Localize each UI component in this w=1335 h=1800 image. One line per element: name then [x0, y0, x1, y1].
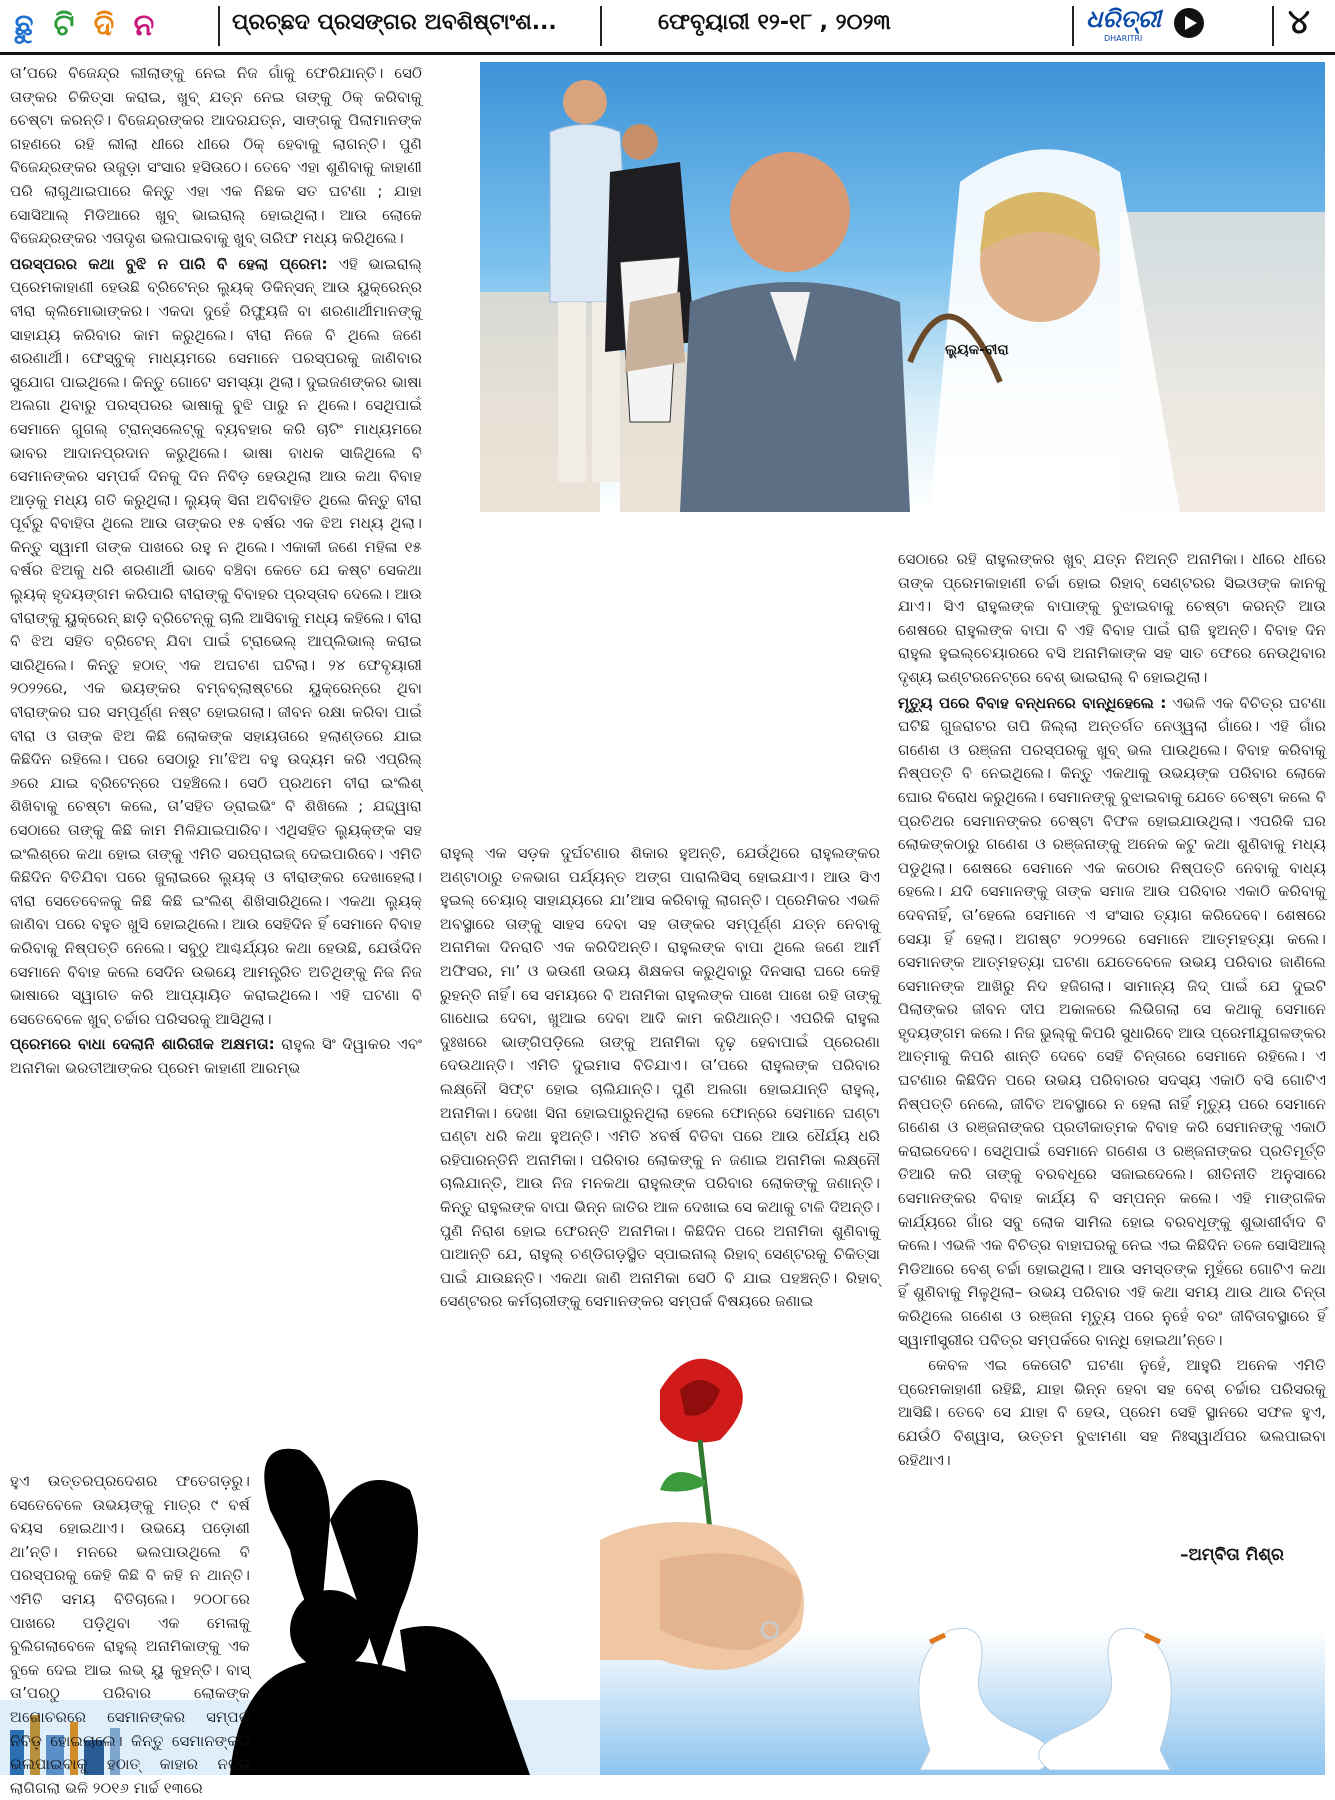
article-column-1-continued [10, 1470, 250, 1800]
page-header [0, 0, 1335, 55]
issue-date: ଫେବୃୟାରୀ ୧୨-୧୮ , ୨୦୨୩ [658, 10, 891, 35]
paragraph [898, 692, 1326, 1353]
header-divider [600, 6, 602, 46]
photo-caption: ଲ୍ୟୁକ-ବୀରା [945, 342, 1009, 358]
paragraph [10, 1470, 250, 1800]
play-icon [1174, 8, 1204, 38]
subheading: ପରସ୍ପରର କଥା ବୁଝି ନ ପାରି ବି ହେଲା ପ୍ରେମ: [10, 254, 328, 273]
header-divider [1272, 6, 1274, 46]
paragraph-text: ରାହୁଲ୍ ଏକ ସଡ଼କ ଦୁର୍ଘଟଣାର ଶିକାର ହୁଅନ୍ତି, ଯେଉଁଥିରେ ରାହୁଲଙ୍କର ଅଣ୍ଟାଠାରୁ ତଳଭାଗ ପର୍ଯ୍ୟନ୍ତ ଅଙ୍ଗ ପାରାଲିସିସ୍ ହୋଇଯାଏ। ଆଉ ସିଏ ହୁଇଲ୍ ଚେୟାର୍ ସାହାଯ୍ୟରେ ଯା’ଆସ କରିବାକୁ ଲାଗନ୍ତି। ପ୍ରେମିକର ଏଭଳି ଅବସ୍ଥାରେ ତାଙ୍କୁ ସାହସ ଦେବା ସହ ତାଙ୍କର ସମ୍ପୂର୍ଣ୍ଣ ଯତ୍ନ ନେବାକୁ ଅନାମିକା ଦିନରାତି ଏକ କରିଦିଅନ୍ତି। ରାହୁଲଙ୍କ ବାପା ଥିଲେ ଜଣେ ଆର୍ମି ଅଫିସର, ମା’ ଓ ଭଉଣୀ ଉଭୟ ଶିକ୍ଷକତା କରୁଥିବାରୁ ଦିନସାରା ଘରେ କେହି ରୁହନ୍ତି ନାହିଁ। ସେ ସମୟରେ ବି ଅନାମିକା ରାହୁଲଙ୍କ ପାଖେ ପାଖେ ରହି ତାଙ୍କୁ ଗାଧୋଇ ଦେବା, ଖୁଆଇ ଦେବା ଆଦି କାମ କରିଥାନ୍ତି। ଏପରିକି ରାହୁଲ ଦୁଃଖରେ ଭାଙ୍ଗିପଡ଼ିଲେ ତାଙ୍କୁ ଅନାମିକା ଦୃଢ଼ ହେବାପାଇଁ ପ୍ରେରଣା ଦେଉଥାନ୍ତି। ଏମିତି ଦୁଇମାସ ବିତିଯାଏ। ତା’ପରେ ରାହୁଲଙ୍କ ପରିବାର ଲକ୍ଷ୍ନୌ ସିଫ୍ଟ ହୋଇ ଚାଲିଯାନ୍ତି। ପୁଣି ଅଲଗା ହୋଇଯାନ୍ତି ରାହୁଲ୍, ଅନାମିକା। ଦେଖା ସିନା ହୋଇପାରୁନଥିଲା ହେଲେ ଫୋନ୍‌ରେ ସେମାନେ ଘଣ୍ଟା ଘଣ୍ଟା ଧରି କଥା ହୁଅନ୍ତି। ଏମିତି ୪ବର୍ଷ ବିତିବା ପରେ ଆଉ ଧୈର୍ଯ୍ୟ ଧରି ରହିପାରନ୍ତିନି ଅନାମିକା। ପରିବାର ଲୋକଙ୍କୁ ନ ଜଣାଇ ଅନାମିକା ଲକ୍ଷ୍ନୌ ଚାଲିଯାନ୍ତି, ଆଉ ନିଜ ମନକଥା ରାହୁଲଙ୍କ ପରିବାର ଲୋକଙ୍କୁ ଜଣାନ୍ତି। କିନ୍ତୁ ରାହୁଲଙ୍କ ବାପା ଭିନ୍ନ ଜାତିର ଆଳ ଦେଖାଇ ସେ କଥାକୁ ଟାଳି ଦିଅନ୍ତି। ପୁଣି ନିରାଶ ହୋଇ ଫେରନ୍ତି ଅନାମିକା। କିଛିଦିନ ପରେ ଅନାମିକା ଶୁଣିବାକୁ ପାଆନ୍ତି ଯେ, ରାହୁଲ୍ ଚଣ୍ଡିଗଡ଼ସ୍ଥିତ ସ୍ପାଇନାଲ୍ ରିହାବ୍ ସେଣ୍ଟରକୁ ଚିକିତ୍ସା ପାଇଁ ଯାଉଛନ୍ତି। ଏକଥା ଜାଣି ଅନାମିକା ସେଠି ବି ଯାଇ ପହଞ୍ଚନ୍ତି। ରିହାବ୍ ସେଣ୍ଟରର କର୍ମଚାରୀଙ୍କୁ ସେମାନଙ୍କର ସମ୍ପର୍କ ବିଷୟରେ ଜଣାଇ [440, 844, 880, 1311]
couple-photo [480, 62, 1325, 512]
paragraph-text: ହୁଏ ଉତ୍ତରପ୍ରଦେଶର ଫତେଗଡ଼ରୁ। ସେତେବେଳେ ଉଭୟଙ୍କୁ ମାତ୍ର ୯ ବର୍ଷ ବୟସ ହୋଇଥାଏ। ଉଭୟେ ପଡ଼ୋଶୀ ଥା’ନ୍ତି। ମନରେ ଭଲପାଉଥିଲେ ବି ପରସ୍ପରକୁ କେହି କିଛି ବି କହି ନ ଥାନ୍ତି। ଏମିତି ସମୟ ବିତିଚାଲେ। ୨୦୦୮ରେ ପାଖରେ ପଡ଼ିଥିବା ଏକ ମେଳାକୁ ବୁଲିଗଲାବେଳେ ରାହୁଲ୍ ଅନାମିକାଙ୍କୁ ଏକ ବୁକେ ଦେଇ ଆଇ ଲଭ୍ ୟୁ କୁହନ୍ତି। ବାସ୍ ତା’ପରଠୁ ପରିବାର ଲୋକଙ୍କ ଅଗୋଚରରେ ସେମାନଙ୍କର ସମ୍ପର୍କ ନିବିଡ଼ ହୋଇଚାଲେ। କିନ୍ତୁ ସେମାନଙ୍କର ଭଲପାଇବାକୁ ହଠାତ୍ କାହାର ନଜର ଲାଗିଗଲା ଭଳି ୨୦୧୬ ମାର୍ଚ୍ଚ ୧୩ରେ [10, 1472, 250, 1797]
masthead-letter: ନ [133, 8, 155, 43]
paragraph-text: ରାହୁଲ ସିଂ ଦିୱାକର ଏବଂ ଅନାମିକା ଭରତୀଆଙ୍କର ପ୍ରେମ କାହାଣୀ ଆରମ୍ଭ [10, 1035, 422, 1077]
paragraph [440, 842, 880, 1314]
paragraph-text: ସେଠାରେ ରହି ରାହୁଲଙ୍କର ଖୁବ୍ ଯତ୍ନ ନିଅନ୍ତି ଅନାମିକା। ଧୀରେ ଧୀରେ ତାଙ୍କ ପ୍ରେମକାହାଣୀ ଚର୍ଚ୍ଚା ହୋଇ ରିହାବ୍ ସେଣ୍ଟରର ସିଇଓଙ୍କ କାନକୁ ଯାଏ। ସିଏ ରାହୁଲଙ୍କ ବାପାଙ୍କୁ ବୁଝାଇବାକୁ ଚେଷ୍ଟା କରନ୍ତି ଆଉ ଶେଷରେ ରାହୁଲଙ୍କ ବାପା ବି ଏହି ବିବାହ ପାଇଁ ରାଜି ହୁଅନ୍ତି। ବିବାହ ଦିନ ରାହୁଲ ହୁଇଲ୍‌ଚେୟାରରେ ବସି ଅନାମିକାଙ୍କ ସହ ସାତ ଫେରେ ନେଉଥିବାର ଦୃଶ୍ୟ ଇଣ୍ଟରନେଟ୍‌ରେ ବେଶ୍ ଭାଇରାଲ୍ ବି ହୋଇଥିଲା। [898, 550, 1326, 686]
header-divider [218, 6, 220, 46]
paragraph [10, 1033, 422, 1080]
author-byline: –ଅମ୍ବିତା ମିଶ୍ର [1180, 1545, 1284, 1565]
logo-text: ଧରିତ୍ରୀ [1086, 4, 1161, 33]
subheading: ମୃତ୍ୟୁ ପରେ ବିବାହ ବନ୍ଧନରେ ବାନ୍ଧିହେଲେ : [898, 693, 1167, 712]
header-divider [1072, 6, 1074, 46]
article-column-2 [440, 842, 880, 1316]
couple-illustration [480, 62, 1325, 512]
masthead [6, 4, 162, 48]
paragraph [898, 548, 1326, 690]
logo-subtext: DHARITRI [1104, 34, 1143, 43]
paragraph-text: ଏଭଳି ଏକ ବିଚିତ୍ର ଘଟଣା ଘଟିଛି ଗୁଜରାଟର ତାପି ଜିଲ୍ଲା ଅନ୍ତର୍ଗତ ନେଓ୍ୱଲା ଗାଁରେ। ଏହି ଗାଁର ଗଣେଶ ଓ ରଞ୍ଜନା ପରସ୍ପରକୁ ଖୁବ୍ ଭଲ ପାଉଥିଲେ। ବିବାହ କରିବାକୁ ନିଷ୍ପତ୍ତି ବି ନେଇଥିଲେ। କିନ୍ତୁ ଏକଥାକୁ ଉଭୟଙ୍କ ପରିବାର ଲୋକେ ଘୋର ବିରୋଧ କରୁଥିଲେ। ସେମାନଙ୍କୁ ବୁଝାଇବାକୁ ଯେତେ ଚେଷ୍ଟା କଲେ ବି ପ୍ରତିଥର ସେମାନଙ୍କର ଚେଷ୍ଟା ବିଫଳ ହୋଇଯାଉଥିଲା। ଏପରିକି ଘର ଲୋକଙ୍କଠାରୁ ଗଣେଶ ଓ ରଞ୍ଜନାଙ୍କୁ ଅନେକ କଟୁ କଥା ଶୁଣିବାକୁ ମଧ୍ୟ ପଡୁଥିଲା। ଶେଷରେ ସେମାନେ ଏକ କଠୋର ନିଷ୍ପତ୍ତି ନେବାକୁ ବାଧ୍ୟ ହେଲେ। ଯଦି ସେମାନଙ୍କୁ ତାଙ୍କ ସମାଜ ଆଉ ପରିବାର ଏକାଠି କରିବାକୁ ଦେବନାହିଁ, ତା’ହେଲେ ସେମାନେ ଏ ସଂସାର ତ୍ୟାଗ କରିଦେବେ। ଶେଷରେ ସେୟା ହିଁ ହେଲା। ଅଗଷ୍ଟ ୨୦୨୨ରେ ସେମାନେ ଆତ୍ମହତ୍ୟା କଲେ। ସେମାନଙ୍କ ଆତ୍ମହତ୍ୟା ଘଟଣା ଯେତେବେଳେ ଉଭୟ ପରିବାର ଜାଣିଲେ ସେମାନଙ୍କ ଆଖିରୁ ନିଦ ହଜିଗଲା। ସାମାନ୍ୟ ଜିଦ୍ ପାଇଁ ଯେ ଦୁଇଟି ପିଲାଙ୍କର ଜୀବନ ଦୀପ ଅକାଳରେ ଲିଭିଗଲା ସେ କଥାକୁ ସେମାନେ ହୃଦୟଙ୍ଗମ କଲେ। ନିଜ ଭୁଲ୍‌କୁ କିପରି ସୁଧାରିବେ ଆଉ ପ୍ରେମୀଯୁଗଳଙ୍କର ଆତ୍ମାକୁ କିପରି ଶାନ୍ତି ଦେବେ ସେହି ଚିନ୍ତାରେ ସେମାନେ ରହିଲେ। ଏ ଘଟଣାର କିଛିଦିନ ପରେ ଉଭୟ ପରିବାରର ସଦସ୍ୟ ଏକାଠି ବସି ଗୋଟିଏ ନିଷ୍ପତ୍ତି ନେଲେ, ଜୀବିତ ଅବସ୍ଥାରେ ନ ହେଲା ନାହିଁ ମୃତ୍ୟୁ ପରେ ସେମାନେ ଗଣେଶ ଓ ରଞ୍ଜନାଙ୍କର ପ୍ରତୀକାତ୍ମକ ବିବାହ କରି ସେମାନଙ୍କୁ ଏକାଠି କରାଇଦେବେ। ସେଥିପାଇଁ ସେମାନେ ଗଣେଶ ଓ ରଞ୍ଜନାଙ୍କର ପ୍ରତିମୂର୍ତ୍ତି ତିଆରି କରି ତାଙ୍କୁ ବରବଧୂରେ ସଜାଇଦେଲେ। ରୀତିନୀତି ଅନୁସାରେ ସେମାନଙ୍କର ବିବାହ କାର୍ଯ୍ୟ ବି ସମ୍ପନ୍ନ କଲେ। ଏହି ମାଙ୍ଗଳିକ କାର୍ଯ୍ୟରେ ଗାଁର ସବୁ ଲୋକ ସାମିଲ ହୋଇ ବରବଧୂଙ୍କୁ ଶୁଭାଶୀର୍ବାଦ ବି କଲେ। ଏଭଳି ଏକ ବିଚିତ୍ର ବାହାଘରକୁ ନେଇ ଏଇ କିଛିଦିନ ତଳେ ସୋସିଆଲ୍ ମିଡିଆରେ ବେଶ୍ ଚର୍ଚ୍ଚା ହୋଇଥିଲା। ଆଉ ସମସ୍ତଙ୍କ ମୁହଁରେ ଗୋଟିଏ କଥା ହିଁ ଶୁଣିବାକୁ ମିଳୁଥିଲା– ଉଭୟ ପରିବାର ଏହି କଥା ସମୟ ଥାଉ ଥାଉ ଚିନ୍ତା କରିଥିଲେ ଗଣେଶ ଓ ରଞ୍ଜନା ମୃତ୍ୟୁ ପରେ ନୁହେଁ ବରଂ ଜୀବିତାବସ୍ଥାରେ ହିଁ ସ୍ୱାମୀସ୍ତ୍ରୀର ପବିତ୍ର ସମ୍ପର୍କରେ ବାନ୍ଧି ହୋଇଥା’ନ୍ତେ। [898, 693, 1326, 1349]
subheading: ପ୍ରେମରେ ବାଧା ଦେଲାନି ଶାରିରୀକ ଅକ୍ଷମତା: [10, 1035, 275, 1054]
masthead-letter: ଟି [53, 8, 75, 43]
paragraph [10, 62, 422, 251]
newspaper-logo [1086, 4, 1206, 46]
paragraph-text: ଏହି ଭାଇରାଲ୍ ପ୍ରେମକାହାଣୀ ହେଉଛି ବ୍ରିଟେନ୍‌ର ଲ୍ୟୁକ୍ ଡିକିନ୍‌ସନ୍ ଆଉ ୟୁକ୍ରେନ୍‌ର ବୀରା କ୍ଲିମୋଭାଙ୍କର। ଏକଦା ଦୁହେଁ ରିଫ୍ୟୁଜି ବା ଶରଣାର୍ଥୀମାନଙ୍କୁ ସାହାଯ୍ୟ କରିବାର କାମ କରୁଥିଲେ। ବୀରା ନିଜେ ବି ଥିଲେ ଜଣେ ଶରଣାର୍ଥୀ। ଫେସ୍‌ବୁକ୍ ମାଧ୍ୟମରେ ସେମାନେ ପରସ୍ପରକୁ ଜାଣିବାର ସୁଯୋଗ ପାଇଥିଲେ। କିନ୍ତୁ ଗୋଟେ ସମସ୍ୟା ଥିଲା। ଦୁଇଜଣଙ୍କର ଭାଷା ଅଲଗା ଥିବାରୁ ପରସ୍ପରର ଭାଷାକୁ ବୁଝି ପାରୁ ନ ଥିଲେ। ସେଥିପାଇଁ ସେମାନେ ଗୁଗଲ୍ ଟ୍ରାନ୍ସଲେଟ୍‌କୁ ବ୍ୟବହାର କରି ଚାଟିଂ ମାଧ୍ୟମରେ ଭାବର ଆଦାନପ୍ରଦାନ କରୁଥିଲେ। ଭାଷା ବାଧକ ସାଜିଥିଲେ ବି ସେମାନଙ୍କର ସମ୍ପର୍କ ଦିନକୁ ଦିନ ନିବିଡ଼ ହେଉଥିଲା ଆଉ କଥା ବିବାହ ଆଡ଼କୁ ମଧ୍ୟ ଗତି କରୁଥିଲା। ଲ୍ୟୁକ୍ ସିନା ଅବିବାହିତ ଥିଲେ କିନ୍ତୁ ବୀରା ପୂର୍ବରୁ ବିବାହିତା ଥିଲେ ଆଉ ତାଙ୍କର ୧୫ ବର୍ଷର ଏକ ଝିଅ ମଧ୍ୟ ଥିଲା। କିନ୍ତୁ ସ୍ୱାମୀ ତାଙ୍କ ପାଖରେ ରହୁ ନ ଥିଲେ। ଏକାକୀ ଜଣେ ମହିଳା ୧୫ ବର୍ଷର ଝିଅକୁ ଧରି ଶରଣାର୍ଥୀ ଭାବେ ବଞ୍ଚିବା କେତେ ଯେ କଷ୍ଟ ସେକଥା ଲ୍ୟୁକ୍ ହୃଦୟଙ୍ଗମ କରିପାରି ବୀରାଙ୍କୁ ବିବାହର ପ୍ରସ୍ତାବ ଦେଲେ। ଆଉ ବୀରାଙ୍କୁ ୟୁକ୍ରେନ୍ ଛାଡ଼ି ବ୍ରିଟେନ୍‌କୁ ଚାଲି ଆସିବାକୁ ମଧ୍ୟ କହିଲେ। ବୀରା ବି ଝିଅ ସହିତ ବ୍ରିଟେନ୍ ଯିବା ପାଇଁ ଟ୍ରାଭେଲ୍ ଆପ୍ଲିଭାଲ୍ କରାଇ ସାରିଥିଲେ। କିନ୍ତୁ ହଠାତ୍ ଏକ ଅଘଟଣ ଘଟିଲା। ୨୪ ଫେବୃୟାରୀ ୨୦୨୨ରେ, ଏକ ଭୟଙ୍କର ବମ୍ବବ୍ଲାଷ୍ଟରେ ୟୁକ୍ରେନ୍‌ରେ ଥିବା ବୀରାଙ୍କର ଘର ସମ୍ପୂର୍ଣ୍ଣ ନଷ୍ଟ ହୋଇଗଲା। ଜୀବନ ରକ୍ଷା କରିବା ପାଇଁ ବୀରା ଓ ତାଙ୍କ ଝିଅ କିଛି ଲୋକଙ୍କ ସହାୟତାରେ ହଲାଣ୍ଡରେ ଯାଇ କିଛିଦିନ ରହିଲେ। ପରେ ସେଠାରୁ ମା’ଝିଅ ବହୁ ଉଦ୍ୟମ କରି ଏପ୍ରିଲ୍ ୬ରେ ଯାଇ ବ୍ରିଟେନ୍‌ରେ ପହଞ୍ଚିଲେ। ସେଠି ପ୍ରଥମେ ବୀରା ଇଂଲିଶ୍ ଶିଖିବାକୁ ଚେଷ୍ଟା କଲେ, ତା’ସହିତ ଡ୍ରାଇଭିଂ ବି ଶିଖିଲେ ; ଯଦ୍ଦ୍ୱାରା ସେଠାରେ ତାଙ୍କୁ କିଛି କାମ ମିଳିଯାଇପାରିବ। ଏଥିସହିତ ଲ୍ୟୁକ୍‌ଙ୍କ ସହ ଇଂଲିଶ୍‌ରେ କଥା ହୋଇ ତାଙ୍କୁ ଏମିତି ସରପ୍ରାଇଜ୍ ଦେଇପାରିବେ। ଏମିତି କିଛିଦିନ ବିତିଯିବା ପରେ ଜୁଲାଇରେ ଲ୍ୟୁକ୍ ଓ ବୀରାଙ୍କର ଦେଖାହେଲା। ବୀରା ସେତେବେଳକୁ କିଛି କିଛି ଇଂଲିଶ୍ ଶିଖିସାରିଥିଲେ। ଏକଥା ଲ୍ୟୁକ୍ ଜାଣିବା ପରେ ବହୁତ ଖୁସି ହୋଇଥିଲେ। ଆଉ ସେହିଦିନ ହିଁ ସେମାନେ ବିବାହ କରିବାକୁ ନିଷ୍ପତ୍ତି ନେଲେ। ସବୁଠୁ ଆଶ୍ଚର୍ଯ୍ୟର କଥା ହେଉଛି, ଯେଉଁଦିନ ସେମାନେ ବିବାହ କଲେ ସେଦିନ ଉଭୟେ ଆମନ୍ତ୍ରିତ ଅତିଥିଙ୍କୁ ନିଜ ନିଜ ଭାଷାରେ ସ୍ୱାଗତ କରି ଆପ୍ୟାୟିତ କରାଇଥିଲେ। ଏହି ଘଟଣା ବି ସେତେବେଳେ ଖୁବ୍ ଚର୍ଚ୍ଚାର ପରିସରକୁ ଆସିଥିଲା। [10, 254, 422, 1028]
paragraph-text: କେବଳ ଏଇ କେତୋଟି ଘଟଣା ନୁହେଁ, ଆହୁରି ଅନେକ ଏମିତି ପ୍ରେମକାହାଣୀ ରହିଛି, ଯାହା ଭିନ୍ନ ହେବା ସହ ବେଶ୍ ଚର୍ଚ୍ଚାର ପରିସରକୁ ଆସିଛି। ତେବେ ସେ ଯାହା ବି ହେଉ, ପ୍ରେମ ସେହି ସ୍ଥାନରେ ସଫଳ ହୁଏ, ଯେଉଁଠି ବିଶ୍ୱାସ, ଉତ୍ତମ ବୁଝାମଣା ସହ ନିଃସ୍ୱାର୍ଥପର ଭଲପାଇବା ରହିଥାଏ। [898, 1356, 1326, 1469]
masthead-letter: ଦି [93, 8, 115, 43]
masthead-letter: ଛୁ [14, 8, 34, 43]
article-column-1 [10, 62, 422, 1083]
paragraph-text: ତା’ପରେ ବିଜେନ୍ଦ୍ର ଲୀଲାଙ୍କୁ ନେଇ ନିଜ ଗାଁକୁ ଫେରିଯାନ୍ତି। ସେଠି ତାଙ୍କର ଚିକିତ୍ସା କରାଇ, ଖୁବ୍ ଯତ୍ନ ନେଇ ତାଙ୍କୁ ଠିକ୍ କରିବାକୁ ଚେଷ୍ଟା କରନ୍ତି। ବିଜେନ୍ଦ୍ରଙ୍କର ଆଦରଯତ୍ନ, ସାଙ୍ଗକୁ ପିଲାମାନଙ୍କ ଗହଣରେ ରହି ଲୀଲା ଧୀରେ ଧୀରେ ଠିକ୍ ହେବାକୁ ଲାଗନ୍ତି। ପୁଣି ବିଜେନ୍ଦ୍ରଙ୍କର ଉଜୁଡ଼ା ସଂସାର ହସିଉଠେ। ତେବେ ଏହା ଶୁଣିବାକୁ କାହାଣୀ ପରି ଲାଗୁଥାଇପାରେ କିନ୍ତୁ ଏହା ଏକ ନିଛକ ସତ ଘଟଣା ; ଯାହା ସୋସିଆଲ୍ ମିଡିଆରେ ଖୁବ୍ ଭାଇରାଲ୍ ହୋଇଥିଲା। ଆଉ ଲୋକେ ବିଜେନ୍ଦ୍ରଙ୍କର ଏତାଦୃଶ ଭଲପାଇବାକୁ ଖୁବ୍ ତାରିଫ ମଧ୍ୟ କରିଥିଲେ। [10, 64, 422, 248]
section-title: ପ୍ରଚ୍ଛଦ ପ୍ରସଙ୍ଗର ଅବଶିଷ୍ଟାଂଶ... [232, 10, 557, 35]
paragraph [10, 253, 422, 1032]
page-number: ୪ [1288, 2, 1310, 42]
